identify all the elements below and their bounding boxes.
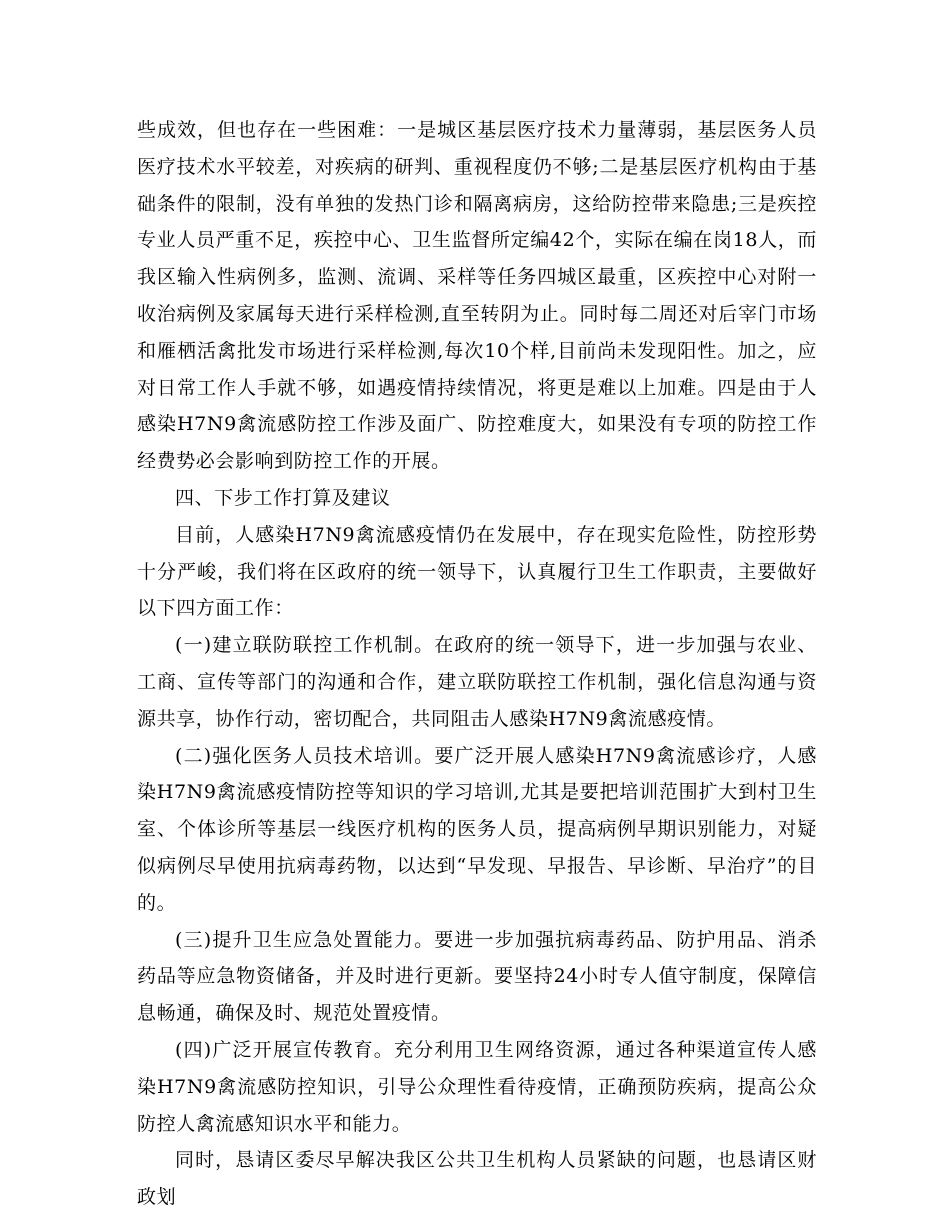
paragraph-current-situation: 目前，人感染H7N9禽流感疫情仍在发展中，存在现实危险性，防控形势十分严峻，我们将在区政府的统一领导下，认真履行卫生工作职责，主要做好以下四方面工作： <box>137 523 817 620</box>
section-heading-next-steps: 四、下步工作打算及建议 <box>175 486 391 509</box>
paragraph-item-2: (二)强化医务人员技术培训。要广泛开展人感染H7N9禽流感诊疗，人感染H7N9禽流感疫情防控等知识的学习培训,尤其是要把培训范围扩大到村卫生室、个体诊所等基层一线医疗机构的医务人员，提高病例早期识别能力，对疑似病例尽早使用抗病毒药物，以达到“早发现、早报告、早诊断、早治疗”的目的。 <box>137 744 817 914</box>
paragraph-item-1: (一)建立联防联控工作机制。在政府的统一领导下，进一步加强与农业、工商、宣传等部门的沟通和合作，建立联防联控工作机制，强化信息沟通与资源共享，协作行动，密切配合，共同阻击人感染H7N9禽流感疫情。 <box>137 634 817 730</box>
paragraph-item-3: (三)提升卫生应急处置能力。要进一步加强抗病毒药品、防护用品、消杀药品等应急物资储备，并及时进行更新。要坚持24小时专人值守制度，保障信息畅通，确保及时、规范处置疫情。 <box>137 928 817 1025</box>
paragraph-item-4: (四)广泛开展宣传教育。充分利用卫生网络资源，通过各种渠道宣传人感染H7N9禽流感防控知识，引导公众理性看待疫情，正确预防疾病，提高公众防控人禽流感知识水平和能力。 <box>137 1038 817 1135</box>
paragraph-request: 同时，恳请区委尽早解决我区公共卫生机构人员紧缺的问题，也恳请区财政划 <box>137 1149 817 1209</box>
paragraph-difficulties: 些成效，但也存在一些困难：一是城区基层医疗技术力量薄弱，基层医务人员医疗技术水平较差，对疾病的研判、重视程度仍不够;二是基层医疗机构由于基础条件的限制，没有单独的发热门诊和隔离病房，这给防控带来隐患;三是疾控专业人员严重不足，疾控中心、卫生监督所定编42个，实际在编在岗18人，而我区输入性病例多，监测、流调、采样等任务四城区最重，区疾控中心对附一收治病例及家属每天进行采样检测,直至转阴为止。同时每二周还对后宰门市场和雁栖活禽批发市场进行采样检测,每次10个样,目前尚未发现阳性。加之，应对日常工作人手就不够，如遇疫情持续情况，将更是难以上加难。四是由于人感染H7N9禽流感防控工作涉及面广、防控难度大，如果没有专项的防控工作经费势必会影响到防控工作的开展。 <box>137 119 817 473</box>
document-body <box>137 112 817 1216</box>
